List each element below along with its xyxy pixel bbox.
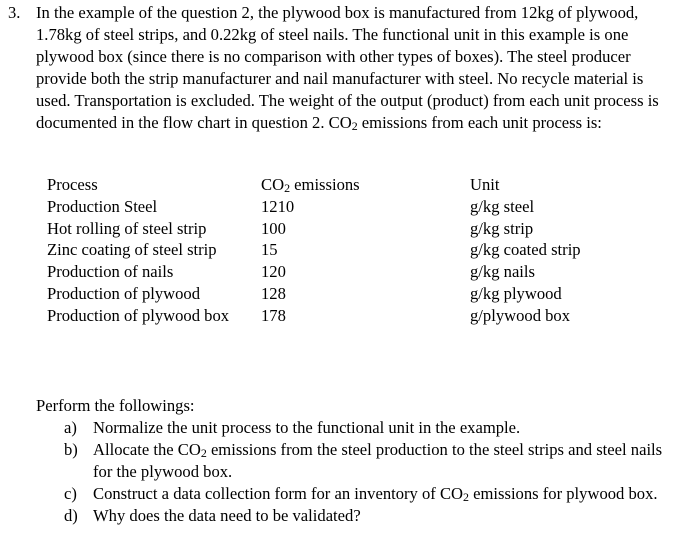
table-row bbox=[47, 196, 630, 218]
header-emissions bbox=[261, 174, 470, 196]
row-unit: g/kg plywood bbox=[470, 283, 562, 303]
header-emissions-sub: 2 bbox=[284, 180, 291, 195]
co2-subscript: 2 bbox=[351, 118, 358, 133]
task-text-part-1: Allocate the CO bbox=[93, 440, 201, 459]
task-text: Normalize the unit process to the functional unit in the example. bbox=[93, 418, 521, 437]
row-unit: g/plywood box bbox=[470, 305, 571, 325]
row-process: Zinc coating of steel strip bbox=[47, 240, 217, 260]
row-unit: g/kg nails bbox=[470, 262, 535, 282]
perform-section bbox=[36, 395, 676, 527]
question-text-part-1: In the example of the question 2, the plywood box is manufactured from 12kg of plywood, 1.78kg of steel strips, and 0.22kg of steel nails. The functional unit in this example is one plywood box (since there is no comparison with other types of boxes). The steel producer provide both the strip manufacturer and nail manufacturer with steel. No recycle material is used. Transportation is excluded. The weight of the output (product) from each unit process is documented in the flow chart in question 2. CO bbox=[36, 3, 659, 132]
task-text bbox=[93, 484, 658, 503]
task-item bbox=[64, 483, 667, 505]
row-process: Production of plywood box bbox=[47, 305, 230, 325]
question-paragraph bbox=[36, 2, 672, 134]
task-marker: b) bbox=[64, 440, 78, 459]
question-text-part-2: emissions from each unit process is: bbox=[357, 113, 602, 132]
row-value: 178 bbox=[261, 305, 286, 325]
task-text-part-2: emissions for plywood box. bbox=[469, 484, 658, 503]
co2-subscript: 2 bbox=[200, 445, 207, 460]
row-process: Production of plywood bbox=[47, 283, 201, 303]
row-process: Hot rolling of steel strip bbox=[47, 218, 207, 238]
task-text bbox=[93, 440, 662, 481]
task-list bbox=[36, 417, 676, 527]
table-row bbox=[47, 239, 630, 261]
header-process: Process bbox=[47, 175, 98, 194]
question-text bbox=[36, 2, 672, 134]
row-value: 100 bbox=[261, 218, 286, 238]
table-row bbox=[47, 283, 630, 305]
row-unit: g/kg coated strip bbox=[470, 240, 581, 260]
table-header-row bbox=[47, 174, 630, 196]
row-process: Production Steel bbox=[47, 196, 158, 216]
task-item bbox=[64, 417, 667, 439]
row-value: 120 bbox=[261, 262, 286, 282]
header-emissions-tail: emissions bbox=[290, 175, 360, 194]
task-marker: d) bbox=[64, 506, 78, 525]
row-value: 1210 bbox=[261, 196, 295, 216]
task-text: Why does the data need to be validated? bbox=[93, 506, 361, 525]
header-unit: Unit bbox=[470, 175, 500, 194]
table-row bbox=[47, 305, 630, 327]
row-value: 15 bbox=[261, 240, 278, 260]
question-3 bbox=[8, 2, 674, 134]
task-item bbox=[64, 505, 667, 527]
question-number: 3. bbox=[8, 3, 21, 22]
table-row bbox=[47, 218, 630, 240]
header-emissions-main: CO bbox=[261, 175, 285, 194]
task-text-part-2: emissions from the steel production to the steel strips and steel nails for the plywood box. bbox=[93, 440, 663, 481]
row-unit: g/kg steel bbox=[470, 196, 535, 216]
row-value: 128 bbox=[261, 283, 286, 303]
co2-subscript: 2 bbox=[463, 489, 469, 504]
task-text-part-1: Construct a data collection form for an inventory of CO bbox=[93, 484, 464, 503]
task-marker: a) bbox=[64, 418, 77, 437]
task-item bbox=[64, 439, 667, 483]
table-row bbox=[47, 261, 630, 283]
row-process: Production of nails bbox=[47, 262, 174, 282]
process-emissions-table bbox=[47, 174, 630, 327]
row-unit: g/kg strip bbox=[470, 218, 534, 238]
perform-lead: Perform the followings: bbox=[36, 396, 195, 415]
task-marker: c) bbox=[64, 484, 77, 503]
